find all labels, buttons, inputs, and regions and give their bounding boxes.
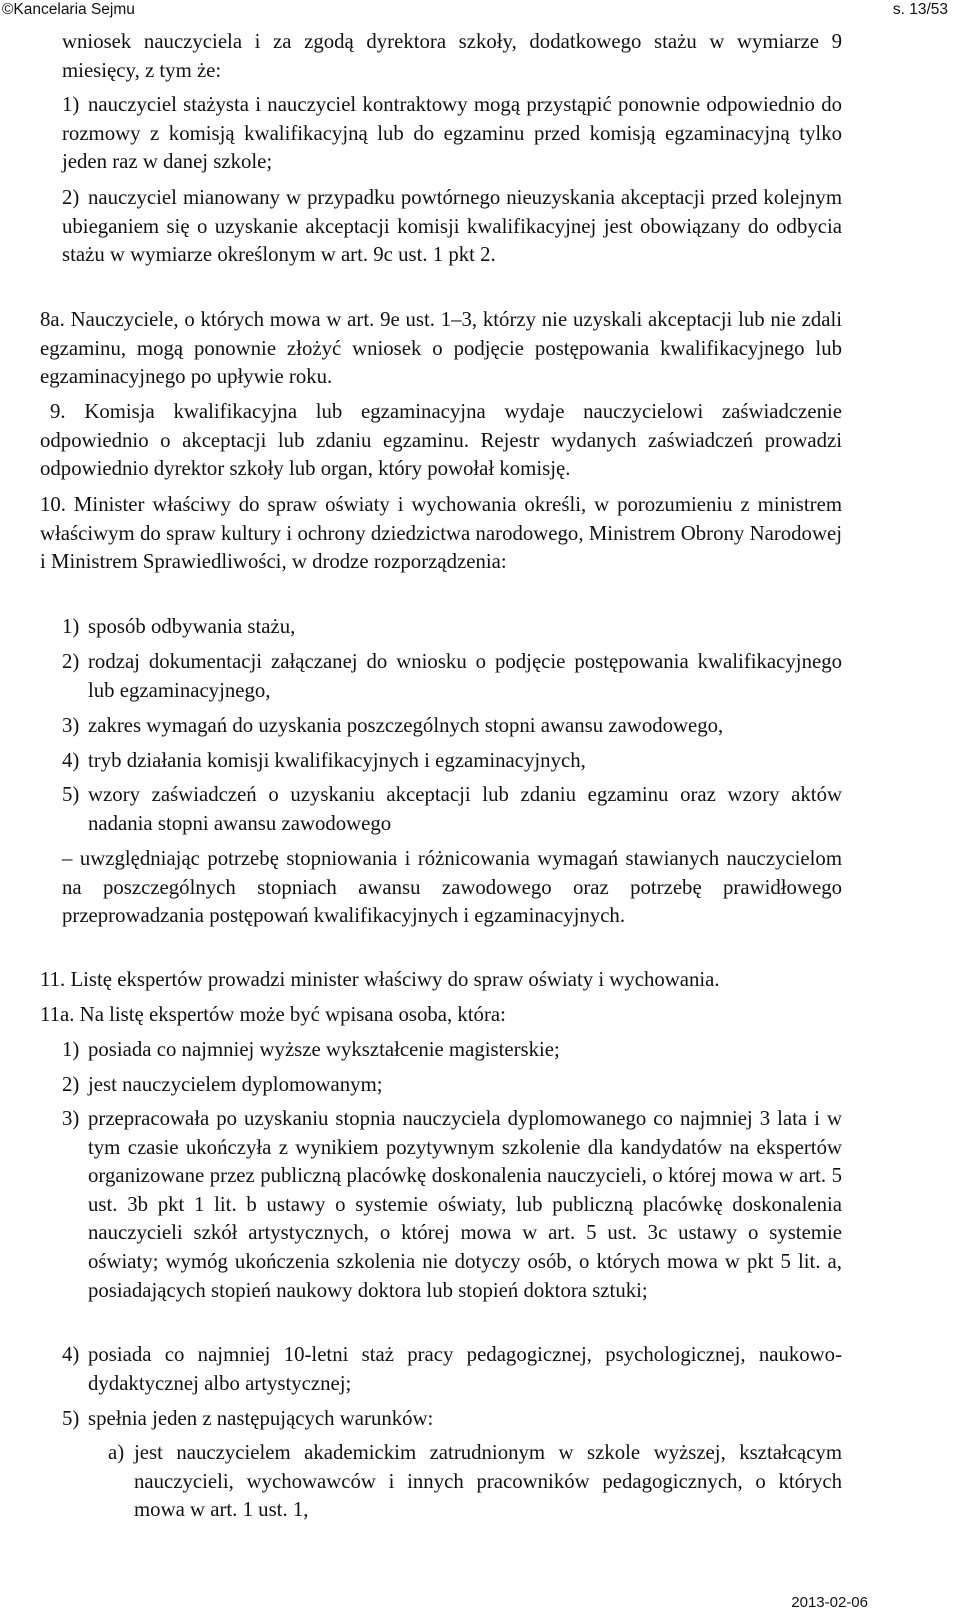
paragraph-body: Minister właściwy do spraw oświaty i wychowania określi, w porozumieniu z ministrem właściwym do spraw kultury i ochrony dziedzictwa narodowego, Ministrem Obrony Narodowej i Ministrem Sprawiedliwości, w drodze rozporządzenia: xyxy=(40,493,842,574)
paragraph-number: 10. xyxy=(40,493,66,516)
list-number: 4) xyxy=(62,749,80,772)
paragraph-number: 11a. xyxy=(40,1003,75,1026)
list-item-1 xyxy=(62,91,842,177)
list-text: zakres wymagań do uzyskania poszczególnych stopni awansu zawodowego, xyxy=(88,714,724,737)
paragraph-8a xyxy=(40,306,842,392)
list-number: 4) xyxy=(62,1343,80,1366)
paragraph-number: 8a. xyxy=(40,308,65,331)
paragraph-9 xyxy=(40,398,842,484)
paragraph-continuation: wniosek nauczyciela i za zgodą dyrektora szkoły, dodatkowego stażu w wymiarze 9 miesięcy, z tym że: xyxy=(62,30,842,82)
list-text: jest nauczycielem dyplomowanym; xyxy=(88,1073,383,1096)
list-text: nauczyciel mianowany w przypadku powtórnego nieuzyskania akceptacji przed kolejnym ubieganiem się o uzyskanie akceptacji komisji kwalifikacyjnej jest obowiązany do odbycia stażu w wymiarze określonym w art. 9c ust. 1 pkt 2. xyxy=(62,186,842,267)
list-item-2 xyxy=(62,184,842,270)
paragraph-text xyxy=(40,491,842,577)
list-item-10-1 xyxy=(62,613,842,642)
list-item-10-4 xyxy=(62,747,842,776)
paragraph-body: Nauczyciele, o których mowa w art. 9e ust. 1–3, którzy nie uzyskali akceptacji lub nie zdali egzaminu, mogą ponownie złożyć wniosek o podjęcie postępowania kwalifikacyjnego lub egzaminacyjnego po upływie roku. xyxy=(40,308,842,389)
list-item-11a-5a xyxy=(108,1439,842,1525)
list-number: 1) xyxy=(62,93,80,116)
list-item-10-5 xyxy=(62,781,842,838)
paragraph-body: Na listę ekspertów może być wpisana osoba, która: xyxy=(79,1003,506,1026)
list-number: 5) xyxy=(62,783,80,806)
list-text: posiada co najmniej 10-letni staż pracy pedagogicznej, psychologicznej, naukowo-dydaktycznej albo artystycznej; xyxy=(88,1343,842,1395)
paragraph-number: 9. xyxy=(50,400,66,423)
paragraph-10-tail: – uwzględniając potrzebę stopniowania i różnicowania wymagań stawianych nauczycielom na poszczególnych stopniach awansu zawodowego oraz potrzebę prawidłowego przeprowadzania postępowań kwalifikacyjnych i egzaminacyjnych. xyxy=(62,847,842,928)
list-item-11a-4 xyxy=(62,1341,842,1398)
paragraph-10 xyxy=(40,491,842,577)
list-number: 1) xyxy=(62,1038,80,1061)
paragraph-text xyxy=(40,966,842,995)
paragraph-number: 11. xyxy=(40,968,66,991)
paragraph-11 xyxy=(40,966,842,995)
list-item-11a-1 xyxy=(62,1036,842,1065)
list-text: nauczyciel stażysta i nauczyciel kontraktowy mogą przystąpić ponownie odpowiednio do rozmowy z komisją kwalifikacyjną lub do egzaminu przed komisją egzaminacyjną tylko jeden raz w danej szkole; xyxy=(62,93,842,174)
list-number: 5) xyxy=(62,1407,80,1430)
list-number: 2) xyxy=(62,650,80,673)
list-number: 2) xyxy=(62,1073,80,1096)
list-number: a) xyxy=(108,1441,125,1464)
paragraph-text xyxy=(40,398,842,484)
paragraph-text xyxy=(40,306,842,392)
list-number: 1) xyxy=(62,615,80,638)
list-number: 3) xyxy=(62,714,80,737)
list-item-11a-5 xyxy=(62,1405,842,1434)
list-text: spełnia jeden z następujących warunków: xyxy=(88,1407,434,1430)
copyright-header: ©Kancelaria Sejmu xyxy=(2,1,135,18)
list-item-11a-3 xyxy=(62,1105,842,1305)
paragraph-body: Listę ekspertów prowadzi minister właściwy do spraw oświaty i wychowania. xyxy=(70,968,720,991)
list-item-11a-2 xyxy=(62,1071,842,1100)
paragraph-text xyxy=(40,1001,842,1030)
list-number: 3) xyxy=(62,1107,80,1130)
page-number: s. 13/53 xyxy=(892,1,948,18)
list-item-10-2 xyxy=(62,648,842,705)
paragraph-11a xyxy=(40,1001,842,1030)
footer-date: 2013-02-06 xyxy=(791,1594,868,1611)
paragraph-body: Komisja kwalifikacyjna lub egzaminacyjna wydaje nauczycielowi zaświadczenie odpowiednio o akceptacji lub zdaniu egzaminu. Rejestr wydanych zaświadczeń prowadzi odpowiednio dyrektor szkoły lub organ, który powołał komisję. xyxy=(40,400,843,481)
list-text: sposób odbywania stażu, xyxy=(88,615,296,638)
list-item-10-3 xyxy=(62,712,842,741)
list-text: przepracowała po uzyskaniu stopnia nauczyciela dyplomowanego co najmniej 3 lata i w tym czasie ukończyła z wynikiem pozytywnym szkolenie dla kandydatów na ekspertów organizowane przez publiczną placówkę doskonalenia nauczycieli, o której mowa w art. 5 ust. 3b pkt 1 lit. b ustawy o systemie oświaty, lub publiczną placówkę doskonalenia nauczycieli szkół artystycznych, o której mowa w art. 5 ust. 3c ustawy o systemie oświaty; wymóg ukończenia szkolenia nie dotyczy osób, o których mowa w pkt 5 lit. a, posiadających stopień naukowy doktora lub stopień doktora sztuki; xyxy=(88,1107,842,1302)
list-text: rodzaj dokumentacji załączanej do wniosku o podjęcie postępowania kwalifikacyjnego lub egzaminacyjnego, xyxy=(88,650,842,702)
list-text: tryb działania komisji kwalifikacyjnych i egzaminacyjnych, xyxy=(88,749,586,772)
list-text: wzory zaświadczeń o uzyskaniu akceptacji lub zdaniu egzaminu oraz wzory aktów nadania stopni awansu zawodowego xyxy=(88,783,842,835)
list-text: jest nauczycielem akademickim zatrudnionym w szkole wyższej, kształcącym nauczycieli, wychowawców i innych pracowników pedagogicznych, o których mowa w art. 1 ust. 1, xyxy=(134,1441,842,1522)
list-number: 2) xyxy=(62,186,80,209)
list-text: posiada co najmniej wyższe wykształcenie magisterskie; xyxy=(88,1038,560,1061)
